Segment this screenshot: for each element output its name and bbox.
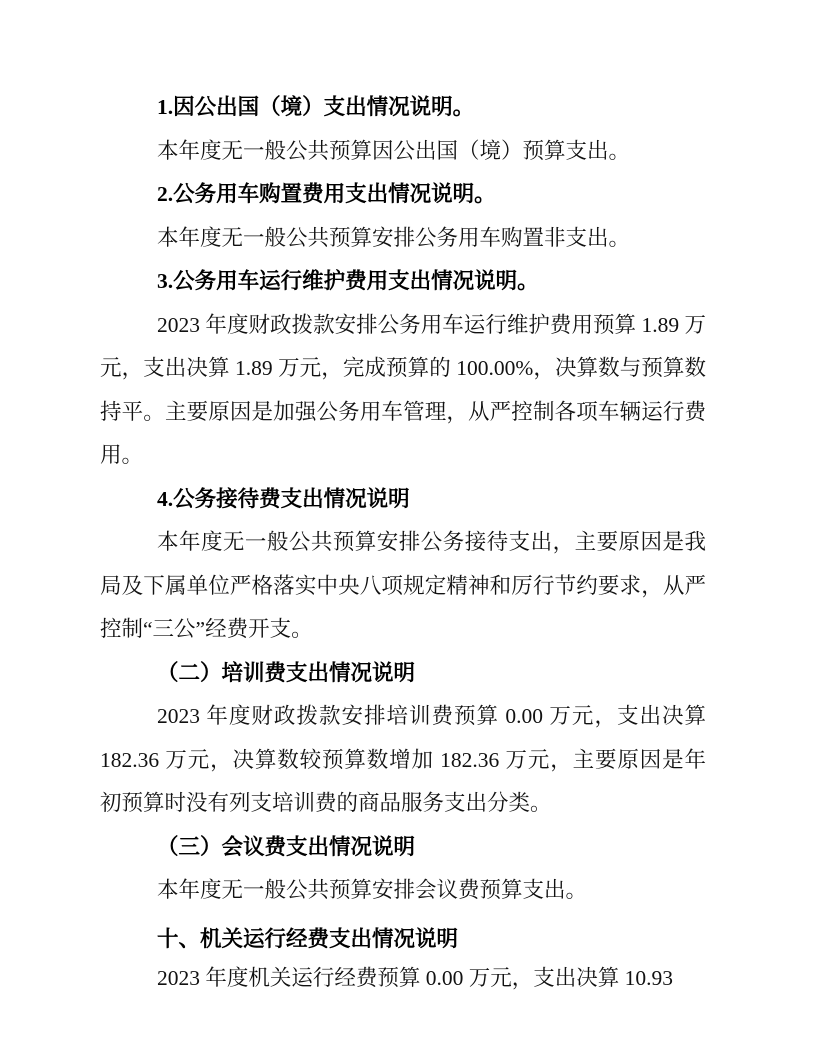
section-heading: 1.因公出国（境）支出情况说明。 [157, 95, 475, 119]
body-paragraph: 本年度无一般公共预算安排公务用车购置非支出。 [157, 225, 631, 250]
body-paragraph: 2023 年度财政拨款安排培训费预算 0.00 万元，支出决算 182.36 万元，决算数较预算数增加 182.36 万元，主要原因是年初预算时没有列支培训费的商品服务支出分类。 [100, 704, 706, 815]
body-paragraph: 2023 年度财政拨款安排公务用车运行维护费用预算 1.89 万元，支出决算 1.89 万元，完成预算的 100.00%，决算数与预算数持平。主要原因是加强公务用车管理，从严控制各项车辆运行费用。 [100, 312, 706, 467]
section-heading: 2.公务用车购置费用支出情况说明。 [157, 182, 496, 206]
body-paragraph: 本年度无一般公共预算因公出国（境）预算支出。 [157, 138, 631, 163]
document-body [100, 86, 706, 1001]
body-paragraph: 本年度无一般公共预算安排会议费预算支出。 [157, 878, 588, 902]
section-heading: （三）会议费支出情况说明 [157, 834, 416, 859]
section-heading: 4.公务接待费支出情况说明 [157, 486, 410, 511]
section-heading: 3.公务用车运行维护费用支出情况说明。 [157, 269, 539, 293]
section-heading: （二）培训费支出情况说明 [157, 660, 416, 685]
body-paragraph: 本年度无一般公共预算安排公务接待支出，主要原因是我局及下属单位严格落实中央八项规定精神和厉行节约要求，从严控制“三公”经费开支。 [100, 530, 706, 641]
section-heading: 十、机关运行经费支出情况说明 [157, 926, 459, 951]
body-paragraph: 2023 年度机关运行经费预算 0.00 万元，支出决算 10.93 [157, 966, 674, 990]
